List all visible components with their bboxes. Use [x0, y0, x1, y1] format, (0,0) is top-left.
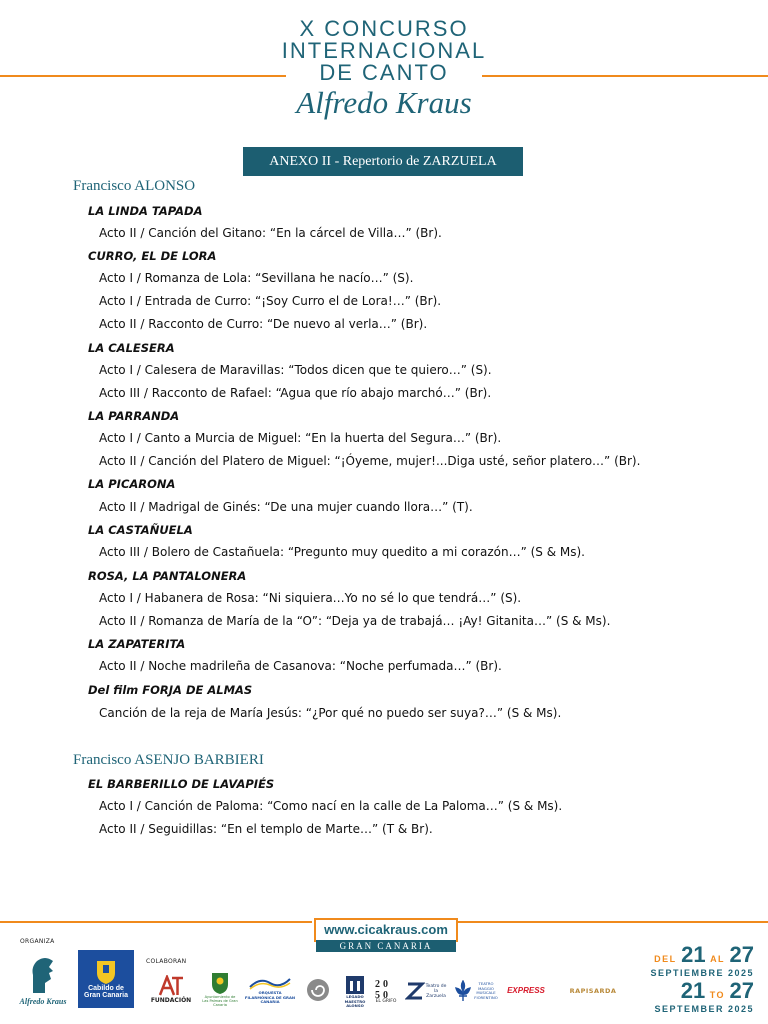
website-link[interactable]: www.cicakraus.com [314, 918, 458, 942]
competition-title [0, 18, 768, 120]
aria-line: Acto III / Bolero de Castañuela: “Pregunto muy quedito a mi corazón…” (S & Ms). [99, 545, 585, 559]
legado-text: LEGADO MAESTRO ALONSO [344, 994, 366, 1009]
start-day-en: 21 [680, 978, 706, 1003]
kraus-profile-icon [23, 953, 63, 997]
end-day: 27 [729, 942, 754, 967]
kraus-logo [18, 948, 68, 1010]
cabildo-logo [78, 950, 134, 1008]
svg-text:5: 5 [375, 989, 380, 999]
iberia-text: EXPRESS [507, 985, 545, 995]
ayuntamiento-logo [202, 966, 238, 1012]
el-grifo-250-icon [374, 977, 398, 999]
dates-english [654, 978, 754, 1014]
aria-line: Acto I / Entrada de Curro: “¡Soy Curro el de Lora!…” (Br). [99, 294, 442, 308]
svg-text:0: 0 [383, 989, 388, 999]
aria-line: Acto II / Canción del Gitano: “En la cárcel de Villa…” (Br). [99, 226, 442, 240]
kraus-logo-text: Alfredo Kraus [19, 996, 67, 1006]
ofgc-text: ORQUESTA FILARMÓNICA DE GRAN CANARIA [244, 990, 296, 1005]
work-title: Del film FORJA DE ALMAS [88, 683, 253, 697]
aria-line: Acto II / Racconto de Curro: “De nuevo al verla…” (Br). [99, 317, 428, 331]
work-title: LA PARRANDA [88, 409, 180, 423]
aria-line: Acto I / Habanera de Rosa: “Ni siquiera…Yo no sé lo que tendrá…” (S). [99, 591, 522, 605]
month-en: SEPTEMBER 2025 [654, 1004, 754, 1014]
al-label: AL [710, 954, 726, 964]
work-title: EL BARBERILLO DE LAVAPIÉS [88, 777, 275, 791]
aria-line: Acto I / Canción de Paloma: “Como nací en la calle de La Paloma…” (S & Ms). [99, 799, 563, 813]
ofgc-wave-icon [248, 975, 292, 991]
spiral-icon [305, 977, 331, 1003]
fundacion-logo [146, 968, 196, 1010]
title-line-1: X CONCURSO [299, 16, 469, 41]
start-day: 21 [681, 942, 706, 967]
title-line-4: Alfredo Kraus [296, 85, 472, 120]
aria-line: Acto II / Madrigal de Ginés: “De una mujer cuando llora…” (T). [99, 500, 473, 514]
work-title: LA LINDA TAPADA [88, 204, 203, 218]
aria-line: Acto II / Romanza de María de la “O”: “Deja ya de trabajá… ¡Ay! Gitanita…” (S & Ms). [99, 614, 611, 628]
end-day-en: 27 [729, 978, 754, 1003]
composer-name: Francisco ASENJO BARBIERI [73, 752, 264, 768]
legado-building-icon [345, 975, 365, 995]
organiza-label: ORGANIZA [20, 938, 55, 945]
aria-line: Acto II / Seguidillas: “En el templo de Marte…” (T & Br). [99, 822, 433, 836]
el-grifo-text: EL GRIFO [375, 998, 397, 1004]
work-title: LA PICARONA [88, 477, 176, 491]
dates-spanish [650, 942, 754, 978]
cabildo-text-2: Gran Canaria [84, 992, 128, 999]
cabildo-shield-icon [95, 959, 117, 985]
footer-rule-left [0, 921, 312, 923]
fundacion-at-icon [158, 975, 184, 997]
rapisarda-logo [570, 980, 616, 1002]
annex-title: ANEXO II - Repertorio de ZARZUELA [243, 147, 523, 176]
aria-line: Acto I / Calesera de Maravillas: “Todos dicen que te quiero…” (S). [99, 363, 492, 377]
ayuntamiento-shield-icon [211, 971, 229, 995]
zarzuela-z-icon [405, 981, 425, 1001]
aria-line: Acto I / Canto a Murcia de Miguel: “En la huerta del Segura…” (Br). [99, 431, 502, 445]
to-label: TO [709, 990, 726, 1000]
svg-text:2: 2 [375, 978, 380, 990]
title-line-3: DE CANTO [319, 60, 449, 85]
work-title: CURRO, EL DE LORA [88, 249, 217, 263]
aria-line: Acto I / Romanza de Lola: “Sevillana he nacío…” (S). [99, 271, 414, 285]
aria-line: Canción de la reja de María Jesús: “¿Por qué no puedo ser suya?…” (S & Ms). [99, 706, 562, 720]
rapisarda-text: RAPISARDA [569, 987, 617, 995]
aria-line: Acto III / Racconto de Rafael: “Agua que río abajo marchó…” (Br). [99, 386, 492, 400]
iberia-express-logo [504, 982, 548, 998]
footer-rule-right [456, 921, 768, 923]
spiral-logo [300, 972, 336, 1008]
cabildo-text-1: Cabildo de [88, 985, 124, 992]
fundacion-text: FUNDACIÓN [150, 996, 192, 1004]
zarzuela-text: Teatro de la Zarzuela [425, 983, 447, 999]
work-title: LA CASTAÑUELA [88, 523, 193, 537]
maggio-logo [452, 974, 500, 1008]
ofgc-logo [244, 972, 296, 1008]
legado-alonso-logo [340, 972, 370, 1012]
composer-name: Francisco ALONSO [73, 178, 196, 194]
del-label: DEL [654, 954, 677, 964]
month-es: SEPTIEMBRE 2025 [650, 968, 754, 978]
work-title: ROSA, LA PANTALONERA [88, 569, 247, 583]
aria-line: Acto II / Canción del Platero de Miguel: “¡Óyeme, mujer!...Diga usté, señor platero…” (Br). [99, 454, 641, 468]
maggio-text: TEATRO MAGGIO MUSICALE FIORENTINO [474, 981, 498, 1000]
aria-line: Acto II / Noche madrileña de Casanova: “Noche perfumada…” (Br). [99, 659, 502, 673]
ayuntamiento-text: Ayuntamiento de Las Palmas de Gran Canaria [202, 995, 238, 1007]
work-title: LA ZAPATERITA [88, 637, 186, 651]
zarzuela-logo [404, 976, 448, 1006]
fleur-de-lis-icon [453, 980, 473, 1002]
region-label: GRAN CANARIA [316, 940, 456, 952]
el-grifo-logo [372, 972, 400, 1008]
colaboran-label: COLABORAN [146, 958, 187, 965]
svg-text:0: 0 [383, 978, 388, 990]
title-line-2: INTERNACIONAL [281, 38, 487, 63]
work-title: LA CALESERA [88, 341, 175, 355]
